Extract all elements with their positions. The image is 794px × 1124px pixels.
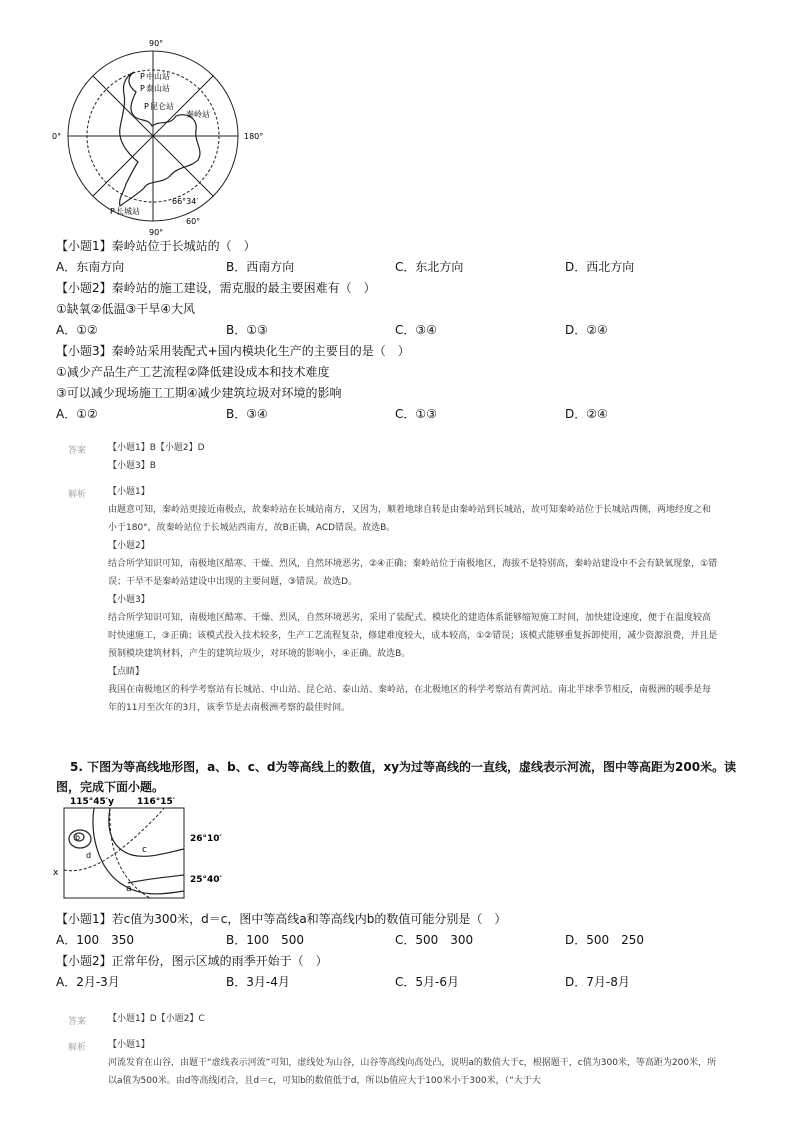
analysis1-h1: 【小题1】: [108, 487, 150, 497]
contour-map: [50, 795, 240, 910]
block1-q2-option-a[interactable]: A．①②: [56, 323, 98, 337]
block2-q1-option-a[interactable]: A．100 350: [56, 933, 135, 947]
block1-q2: 【小题2】秦岭站的施工建设，需克服的最主要困难有（ ）: [56, 281, 376, 295]
answer1-line1: 【小题1】B【小题2】D: [108, 443, 205, 453]
analysis1-p2: 结合所学知识可知，南极地区酷寒、干燥、烈风，自然环境恶劣，②④正确；秦岭站位于南极地区，海拔不是特别高，秦岭站建设中不会有缺氧现象，①错误；干旱不是秦岭站建设中出现的主要问题，③错误。故选D。: [108, 559, 718, 587]
block1-q1-option-b[interactable]: B．西南方向: [226, 260, 295, 274]
answer2-label: 答案: [68, 1017, 87, 1027]
antarctica-map: [48, 34, 278, 240]
lat1-label: 26°10′: [190, 834, 222, 844]
lon-left-label: 0°: [52, 132, 62, 141]
block1-q3-option-a[interactable]: A．①②: [56, 407, 98, 421]
block1-q3-items2: ③可以减少现场施工工期④减少建筑垃圾对环境的影响: [56, 386, 342, 400]
block1-q2-items: ①缺氧②低温③干旱④大风: [56, 302, 196, 316]
block1-q1-option-c[interactable]: C．东北方向: [395, 260, 464, 274]
lon-right-label: 180°: [244, 132, 264, 141]
block1-q1: 【小题1】秦岭站位于长城站的（ ）: [56, 239, 256, 253]
label-c: c: [142, 845, 147, 855]
station-qinling: 秦岭站: [186, 110, 210, 119]
contour-a: [128, 875, 184, 883]
label-a: a: [126, 884, 132, 894]
label-d: d: [86, 851, 92, 860]
analysis2-h1: 【小题1】: [108, 1040, 150, 1050]
analysis1-p4: 我国在南极地区的科学考察站有长城站、中山站、昆仑站、泰山站、秦岭站，在北极地区的科学考察站有黄河站。南北半球季节相反，南极洲的暖季是每年的11月至次年的3月，该季节是去南极洲考察的最佳时间。: [108, 685, 712, 713]
analysis2-body: [108, 1036, 718, 1090]
station-zhongshan: 中山站: [146, 72, 170, 81]
marker-p-2: P: [140, 84, 145, 93]
block2-q2: 【小题2】正常年份，图示区域的雨季开始于（ ）: [56, 954, 328, 968]
block2-q1-option-c[interactable]: C．500 300: [395, 933, 474, 947]
block2-q2-option-a[interactable]: A．2月-3月: [56, 975, 120, 989]
station-kunlun: 昆仑站: [150, 102, 174, 111]
arctic-circle-label: 66°34′: [172, 197, 199, 206]
block2-q2-option-b[interactable]: B．3月-4月: [226, 975, 290, 989]
marker-p-3: P: [144, 102, 149, 111]
block1-q1-option-a[interactable]: A．东南方向: [56, 260, 125, 274]
answer1-label: 答案: [68, 446, 87, 456]
label-x: x: [53, 868, 59, 878]
block1-q2-option-b[interactable]: B．①③: [226, 323, 268, 337]
analysis1-label: 解析: [68, 490, 87, 500]
lon1-label: 115°45′y: [70, 797, 115, 807]
lon2-label: 116°15′: [137, 797, 176, 807]
station-changcheng: 长城站: [116, 207, 140, 216]
answer2-line1: 【小题1】D【小题2】C: [108, 1014, 205, 1024]
analysis2-label: 解析: [68, 1043, 87, 1053]
analysis1-h3: 【小题3】: [108, 595, 150, 605]
block1-q3-option-d[interactable]: D．②④: [565, 407, 608, 421]
analysis1-p1: 由题意可知，秦岭站更接近南极点，故秦岭站在长城站南方，又因为，顺着地球自转是由秦岭站到长城站，故可知秦岭站位于长城站西侧，两地经度之和小于180°，故秦岭站位于长城站西南方，故B正确，ACD错误。故选B。: [108, 505, 712, 533]
analysis1-body: [108, 483, 718, 717]
block1-q3: 【小题3】秦岭站采用装配式+国内模块化生产的主要目的是（ ）: [56, 344, 410, 358]
marker-p-5: P: [110, 207, 115, 216]
block2-q1: 【小题1】若c值为300米，d＝c，图中等高线a和等高线内b的数值可能分别是（ ）: [56, 912, 507, 926]
block1-q3-option-c[interactable]: C．①③: [395, 407, 437, 421]
q5-title: 5. 下图为等高线地形图，a、b、c、d为等高线上的数值，xy为过等高线的一直线，虚线表示河流，图中等高距为200米。读图，完成下面小题。: [56, 760, 737, 794]
marker-p-1: P: [140, 72, 145, 81]
analysis2-p1: 河流发育在山谷，由题干“虚线表示河流”可知，虚线处为山谷，山谷等高线向高处凸，说明a的数值大于c，根据题干，c值为300米，等高距为200米，所以a值为500米。由d等高线闭合，且d＝c，可知b的数值低于d，所以b值应大于100米小于300米，（“大于大: [108, 1058, 717, 1086]
block2-q2-option-c[interactable]: C．5月-6月: [395, 975, 459, 989]
lat-top-label: 90°: [149, 39, 164, 48]
analysis1-h4: 【点睛】: [108, 667, 145, 677]
lat2-label: 25°40′: [190, 875, 222, 885]
analysis1-h2: 【小题2】: [108, 541, 150, 551]
lat-60-label: 60°: [186, 217, 201, 226]
lat-bottom-label: 90°: [149, 228, 164, 237]
block1-q3-option-b[interactable]: B．③④: [226, 407, 268, 421]
block2-q1-option-b[interactable]: B．100 500: [226, 933, 305, 947]
block1-q1-option-d[interactable]: D．西北方向: [565, 260, 635, 274]
block1-q3-items1: ①减少产品生产工艺流程②降低建设成本和技术难度: [56, 365, 330, 379]
answer1-line2: 【小题3】B: [108, 461, 156, 471]
station-taishan: 泰山站: [146, 84, 170, 93]
block1-q2-option-c[interactable]: C．③④: [395, 323, 437, 337]
block2-q1-option-d[interactable]: D．500 250: [565, 933, 645, 947]
label-b: b: [75, 833, 81, 842]
block2-q2-option-d[interactable]: D．7月-8月: [565, 975, 630, 989]
analysis1-p3: 结合所学知识可知，南极地区酷寒、干燥、烈风，自然环境恶劣，采用了装配式、模块化的建造体系能够缩短施工时间，加快建设速度，便于在温度较高时快速施工，③正确；该模式投入技术较多，生产工艺流程复杂，修建难度较大，成本较高，①②错误；该模式能够重复拆卸使用，减少资源浪费，并且是预制模块建筑材料，产生的建筑垃圾少，对环境的影响小，④正确。故选B。: [108, 613, 718, 659]
block1-q2-option-d[interactable]: D．②④: [565, 323, 608, 337]
